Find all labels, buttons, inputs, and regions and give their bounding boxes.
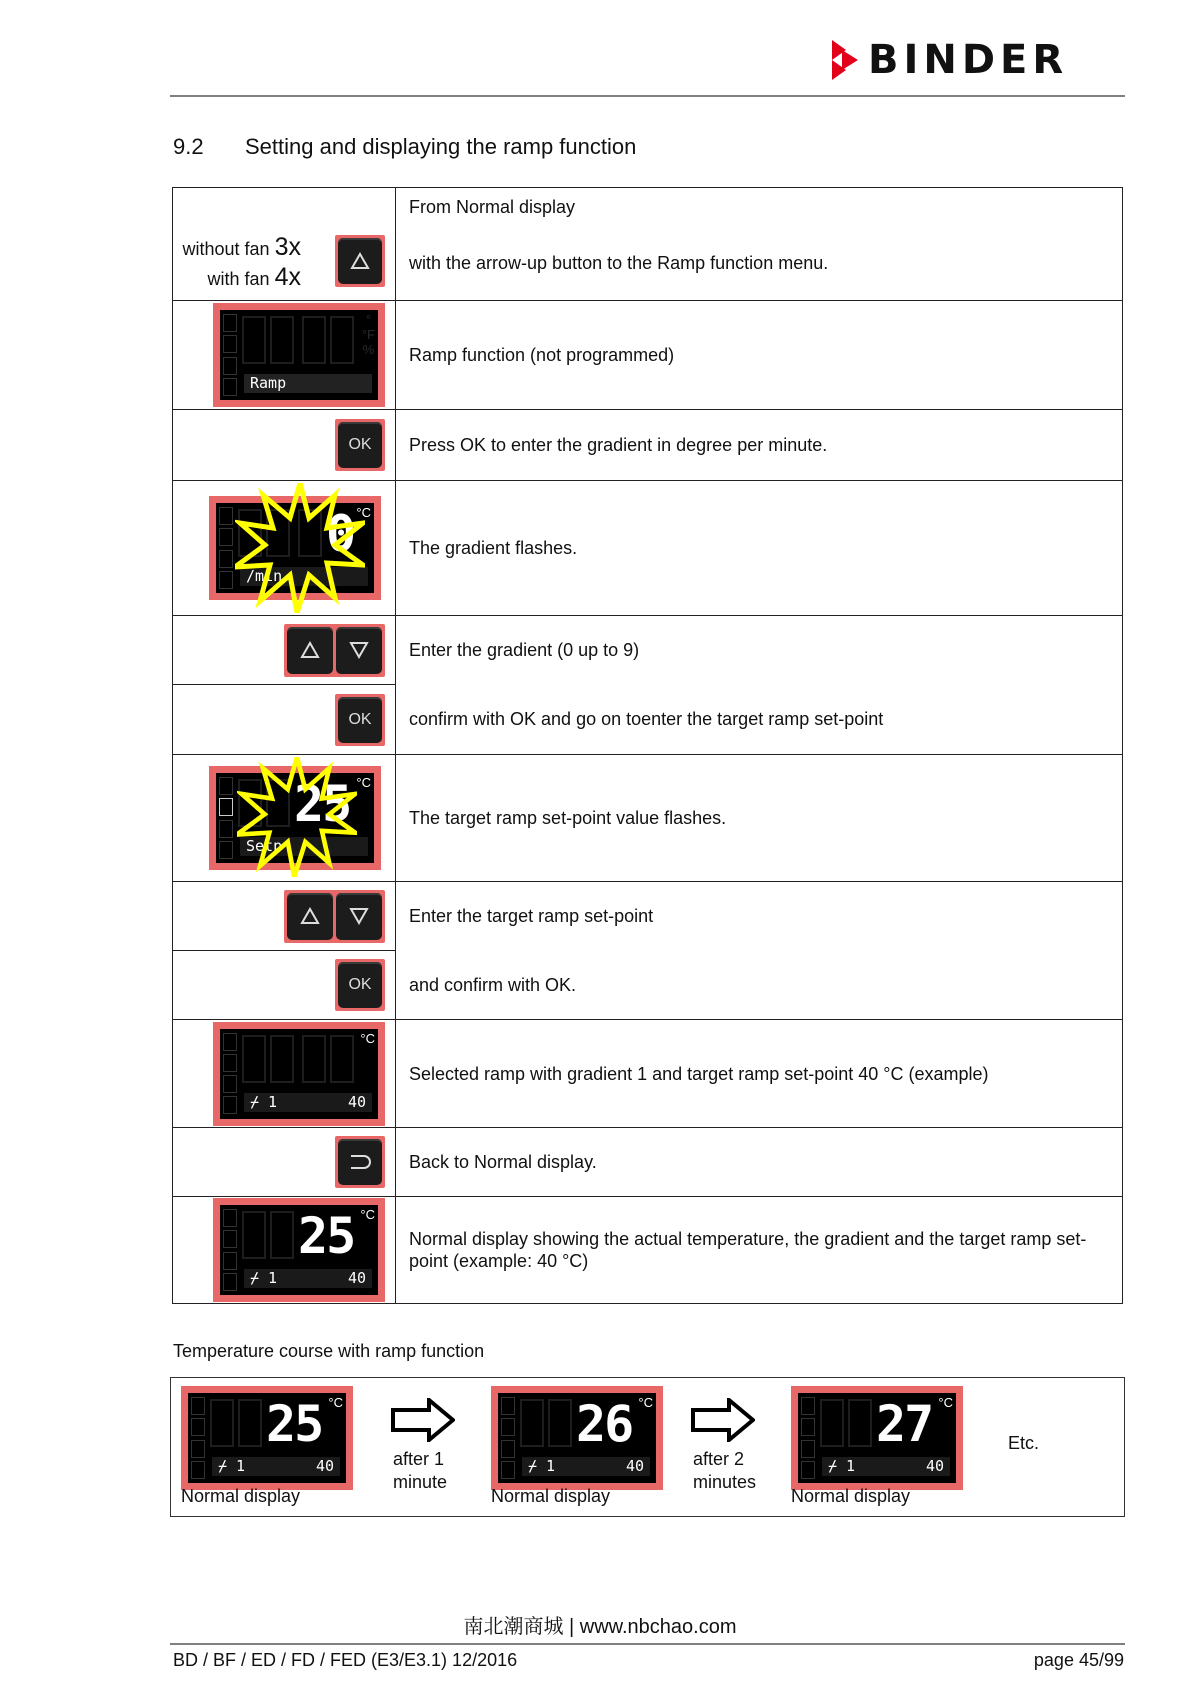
- step-text: The target ramp set-point value flashes.: [396, 755, 1123, 882]
- controller-display: 25 °C Setp: [209, 766, 381, 870]
- steps-table: [172, 187, 1123, 1304]
- back-button[interactable]: [335, 1136, 385, 1188]
- page-number: page 45/99: [1033, 1650, 1124, 1670]
- display-bar-text: /min: [246, 567, 283, 585]
- arrow-down-icon: [349, 907, 369, 925]
- table-row: [173, 481, 1123, 616]
- table-row: [173, 1128, 1123, 1197]
- step-text: Enter the target ramp set-point: [396, 882, 1123, 951]
- header-divider: [170, 95, 1125, 97]
- controller-display: °C ⌿ 1 40: [213, 1022, 385, 1126]
- section-number: 9.2: [173, 134, 204, 159]
- gradient-value: ⌿ 1: [250, 1269, 278, 1287]
- step-text: Selected ramp with gradient 1 and target ramp set-point 40 °C (example): [396, 1020, 1123, 1128]
- arrow-up-icon: [300, 907, 320, 925]
- arrow-down-icon: [349, 641, 369, 659]
- display-value: 25: [294, 775, 351, 833]
- display-value: 0: [326, 505, 355, 563]
- table-row: [173, 301, 1123, 410]
- watermark: 南北潮商城 | www.nbchao.com: [463, 1616, 737, 1638]
- without-fan-count: 3x: [274, 233, 301, 261]
- step-text: with the arrow-up button to the Ramp function menu.: [409, 253, 829, 273]
- table-row: [173, 410, 1123, 481]
- ok-button[interactable]: OK: [335, 694, 385, 746]
- display-caption: Normal display: [181, 1486, 301, 1506]
- arrow-buttons: [284, 890, 385, 943]
- table-row: [173, 882, 1123, 951]
- step-text: From Normal display: [409, 197, 576, 217]
- setpoint-value: 40: [347, 1269, 366, 1287]
- display-bar-text: Setp: [246, 837, 283, 855]
- table-row: [173, 1020, 1123, 1128]
- footer-divider: [170, 1643, 1125, 1645]
- with-fan-label: with fan: [207, 269, 270, 289]
- controller-display: 25 °C ⌿ 1 40: [213, 1198, 385, 1302]
- table-row: [173, 188, 1123, 301]
- arrow-up-icon: [350, 252, 370, 270]
- step-text: and confirm with OK.: [396, 951, 1123, 1020]
- step-text: Ramp function (not programmed): [396, 301, 1123, 410]
- section-title: [173, 134, 636, 160]
- section-title-text: Setting and displaying the ramp function: [245, 134, 637, 159]
- arrow-up-icon: [300, 641, 320, 659]
- gradient-value: ⌿ 1: [250, 1092, 278, 1111]
- course-title: Temperature course with ramp function: [173, 1341, 485, 1361]
- table-row: [173, 755, 1123, 882]
- footer-model-info: BD / BF / ED / FD / FED (E3/E3.1) 12/2016: [173, 1650, 518, 1670]
- display-bar-text: Ramp: [250, 374, 287, 392]
- interval-label: after 1 minute: [393, 1449, 448, 1492]
- arrow-buttons: [284, 624, 385, 677]
- arrow-down-button[interactable]: [336, 893, 382, 940]
- step-text: Normal display showing the actual temperature, the gradient and the target ramp set-point (example: 40 °C): [396, 1197, 1123, 1304]
- arrow-up-button[interactable]: [335, 235, 385, 287]
- etc-label: Etc.: [1008, 1433, 1040, 1453]
- display-value: 25: [298, 1207, 355, 1265]
- step-text: confirm with OK and go on toenter the target ramp set-point: [396, 685, 1123, 755]
- table-row: [173, 951, 1123, 1020]
- back-icon: [348, 1153, 372, 1171]
- table-row: [173, 616, 1123, 685]
- brand-name: BINDER: [868, 37, 1069, 83]
- with-fan-count: 4x: [274, 263, 301, 291]
- controller-display: ° °F % Ramp: [213, 303, 385, 407]
- step-text: Enter the gradient (0 up to 9): [396, 616, 1123, 685]
- controller-display: 0 °C /min: [209, 496, 381, 600]
- controller-display: 25 °C ⌿ 1 40: [181, 1386, 353, 1490]
- arrow-up-button[interactable]: [287, 627, 333, 674]
- arrow-down-button[interactable]: [336, 627, 382, 674]
- without-fan-label: without fan: [182, 239, 270, 259]
- press-count-labels: [177, 233, 301, 293]
- display-caption: Normal display: [791, 1486, 911, 1506]
- ok-button[interactable]: OK: [335, 419, 385, 471]
- temperature-course-table: [170, 1377, 1125, 1517]
- ok-button[interactable]: OK: [335, 959, 385, 1011]
- arrow-right-icon: [691, 1398, 755, 1442]
- step-text: Back to Normal display.: [396, 1128, 1123, 1197]
- binder-logo: [832, 37, 1069, 83]
- setpoint-value: 40: [347, 1092, 366, 1111]
- controller-display: 26 °C ⌿ 1 40: [491, 1386, 663, 1490]
- table-row: [173, 1197, 1123, 1304]
- arrow-up-button[interactable]: [287, 893, 333, 940]
- step-text: Press OK to enter the gradient in degree per minute.: [396, 410, 1123, 481]
- interval-label: after 2 minutes: [693, 1449, 757, 1492]
- binder-logo-mark-icon: [832, 40, 858, 80]
- display-caption: Normal display: [491, 1486, 611, 1506]
- step-text: The gradient flashes.: [396, 481, 1123, 616]
- arrow-right-icon: [391, 1398, 455, 1442]
- table-row: [173, 685, 1123, 755]
- controller-display: 27 °C ⌿ 1 40: [791, 1386, 963, 1490]
